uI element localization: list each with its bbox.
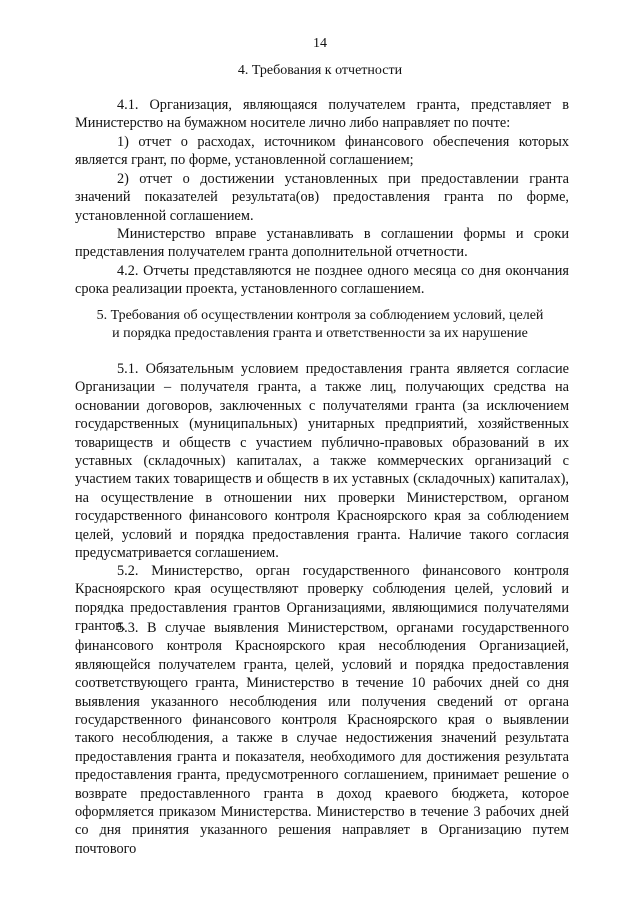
paragraph-4-2: 4.2. Отчеты представляются не позднее одного месяца со дня окончания срока реализации проекта, установленного соглашением. bbox=[75, 263, 569, 298]
paragraph-4-1-item-1: 1) отчет о расходах, источником финансового обеспечения которых является грант, по форме, установленной соглашением; bbox=[75, 134, 569, 169]
paragraph-4-1: 4.1. Организация, являющаяся получателем гранта, представляет в Министерство на бумажном носителе лично либо направляет по почте: bbox=[75, 97, 569, 132]
page-number: 14 bbox=[313, 36, 327, 51]
section-4-title: 4. Требования к отчетности bbox=[237, 63, 403, 78]
paragraph-5-2: 5.2. Министерство, орган государственного финансового контроля Красноярского края осуществляют проверку соблюдения целей, условий и порядка предоставления грантов Организациями, являющимися получателями грантов. bbox=[75, 563, 569, 635]
section-5-title-line-1: 5. Требования об осуществлении контроля за соблюдением условий, целей bbox=[96, 308, 544, 323]
paragraph-5-1: 5.1. Обязательным условием предоставления гранта является согласие Организации – получателя гранта, а также лиц, получающих средства на основании договоров, заключенных с получателями гранта (за исключением государственных (муниципальных) унитарных предприятий, хозяйственных товариществ и обществ с участием публично-правовых образований в их уставных (складочных) капиталах, а также коммерческих организаций с участием таких товариществ и обществ в их уставных (складочных) капиталах), на осуществление в отношении них проверки Министерством, органом государственного финансового контроля Красноярского края за соблюдением целей, условий и порядка предоставления гранта. Наличие такого согласия предусматривается соглашением. bbox=[75, 361, 569, 562]
section-5-title-line-2: и порядка предоставления гранта и ответственности за их нарушение bbox=[112, 326, 528, 341]
paragraph-5-3: 5.3. В случае выявления Министерством, органами государственного финансового контроля Красноярского края несоблюдения Организацией, являющейся получателем гранта, целей, условий и порядка предоставления соответствующего гранта, Министерство в течение 10 рабочих дней со дня выявления указанного несоблюдения или получения сведений от органа государственного финансового контроля Красноярского края о выявлении такого несоблюдения, а также в случае недостижения значений результата предоставления гранта и показателя, необходимого для достижения результата предоставления гранта, предусмотренного соглашением, принимает решение о возврате предоставленного гранта в доход краевого бюджета, которое оформляется приказом Министерства. Министерство в течение 3 рабочих дней со дня принятия указанного решения направляет в Организацию путем почтового bbox=[75, 620, 569, 857]
paragraph-4-1-item-2: 2) отчет о достижении установленных при предоставлении гранта значений показателей результата(ов) предоставления гранта по форме, установленной соглашением. bbox=[75, 171, 569, 224]
paragraph-ministry-right: Министерство вправе устанавливать в соглашении формы и сроки представления получателем гранта дополнительной отчетности. bbox=[75, 226, 569, 261]
